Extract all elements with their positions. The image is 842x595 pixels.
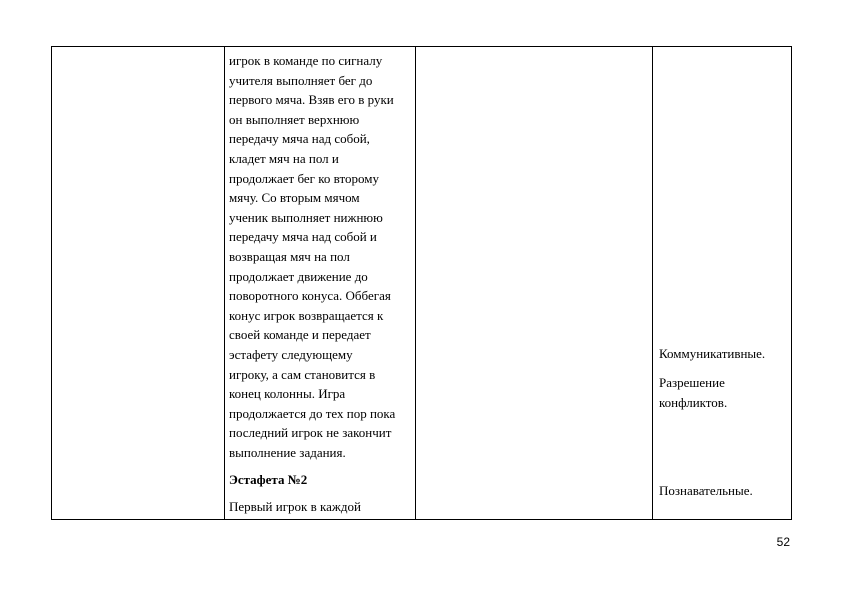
relay-heading: Эстафета №2 bbox=[229, 472, 308, 488]
conflict-resolution-line: Разрешение bbox=[659, 375, 725, 390]
column-divider bbox=[415, 47, 416, 519]
communicative-label: Коммуникативные. bbox=[659, 346, 766, 361]
cognitive-label: Познавательные. bbox=[659, 483, 753, 498]
description-line: передачу мяча над собой и bbox=[229, 229, 377, 245]
description-line: поворотного конуса. Оббегая bbox=[229, 288, 391, 304]
column-divider bbox=[652, 47, 653, 519]
description-line: передачу мяча над собой, bbox=[229, 131, 370, 147]
exercise-description-cell bbox=[229, 47, 414, 519]
description-line: своей команде и передает bbox=[229, 327, 371, 343]
learning-activities-cell bbox=[659, 47, 789, 519]
relay-intro-line: Первый игрок в каждой bbox=[229, 499, 361, 515]
description-line: конус игрок возвращается к bbox=[229, 307, 384, 323]
column-divider bbox=[224, 47, 225, 519]
description-line: игроку, а сам становится в bbox=[229, 366, 376, 382]
description-line: первого мяча. Взяв его в руки bbox=[229, 92, 394, 108]
description-line: кладет мяч на пол и bbox=[229, 150, 339, 166]
description-line: эстафету следующему bbox=[229, 346, 353, 362]
description-line: мячу. Со вторым мячом bbox=[229, 190, 360, 206]
description-line: последний игрок не закончит bbox=[229, 425, 392, 441]
description-line: продолжает движение до bbox=[229, 268, 368, 284]
description-line: игрок в команде по сигналу bbox=[229, 53, 383, 68]
description-line: выполнение задания. bbox=[229, 444, 346, 460]
description-line: конец колонны. Игра bbox=[229, 386, 346, 402]
conflict-resolution-line: конфликтов. bbox=[659, 395, 728, 410]
description-line: продолжает бег ко второму bbox=[229, 170, 379, 186]
description-line: он выполняет верхнюю bbox=[229, 111, 360, 127]
description-line: ученик выполняет нижнюю bbox=[229, 209, 383, 225]
description-line: учителя выполняет бег до bbox=[229, 72, 373, 88]
page-number: 52 bbox=[776, 535, 790, 549]
description-line: возвращая мяч на пол bbox=[229, 248, 350, 264]
lesson-plan-table bbox=[51, 46, 792, 520]
description-line: продолжается до тех пор пока bbox=[229, 405, 396, 421]
